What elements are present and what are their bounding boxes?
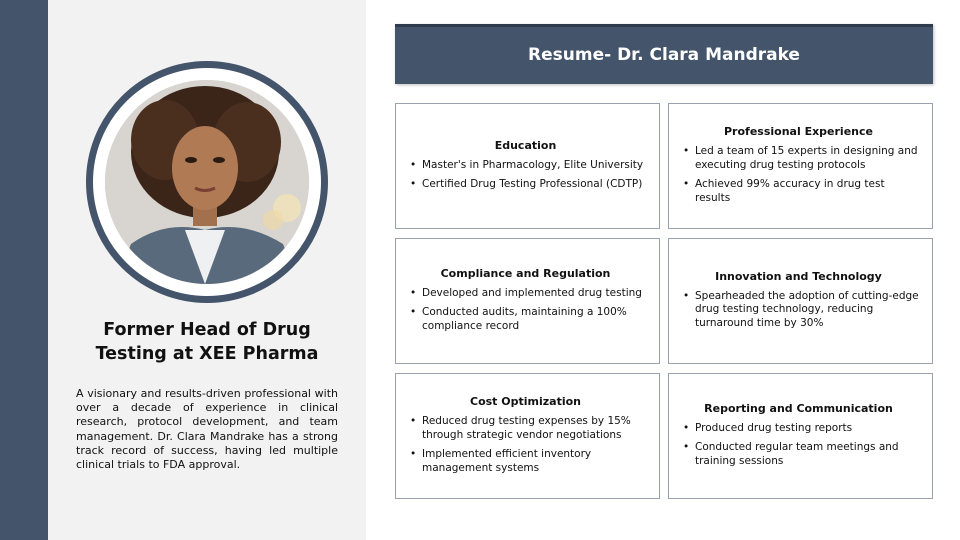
section-card-innovation (668, 238, 933, 364)
list-item: • Led a team of 15 experts in designing and executing drug testing protocols (677, 145, 920, 172)
side-accent-band (0, 0, 48, 540)
section-title: Professional Experience (724, 125, 873, 138)
list-item: • Produced drug testing reports (677, 422, 920, 436)
section-list (404, 159, 647, 192)
section-list (404, 287, 647, 334)
section-card-professional-experience (668, 103, 933, 229)
section-card-compliance (395, 238, 660, 364)
profile-headline: Former Head of Drug Testing at XEE Pharma (95, 320, 319, 364)
profile-bio: A visionary and results-driven professional with over a decade of experience in clinical research, protocol development, and team management. Dr. Clara Mandrake has a strong track record of success, having led multiple clinical trials to FDA approval. (76, 387, 338, 472)
list-item: • Implemented efficient inventory management systems (404, 448, 647, 475)
section-title: Reporting and Communication (704, 401, 893, 415)
section-list (404, 415, 647, 475)
section-title: Cost Optimization (470, 395, 581, 408)
title-banner (395, 24, 933, 84)
page-title: Resume- Dr. Clara Mandrake (528, 45, 800, 65)
section-card-reporting (668, 373, 933, 499)
list-item: • Spearheaded the adoption of cutting-edge drug testing technology, reducing turnaround time by 30% (677, 290, 920, 331)
profile-photo (105, 80, 309, 284)
section-title: Education (494, 138, 557, 152)
section-list (677, 145, 920, 205)
list-item: • Conducted audits, maintaining a 100% compliance record (404, 306, 647, 333)
profile-photo-frame (86, 61, 328, 303)
list-item: • Achieved 99% accuracy in drug test results (677, 178, 920, 205)
section-title: Compliance and Regulation (440, 266, 611, 280)
list-item: • Master's in Pharmacology, Elite University (404, 159, 647, 173)
list-item: • Developed and implemented drug testing (404, 287, 647, 301)
portrait-image (105, 80, 309, 284)
section-list (677, 290, 920, 331)
section-title: Innovation and Technology (715, 269, 882, 283)
list-item: • Reduced drug testing expenses by 15% through strategic vendor negotiations (404, 415, 647, 442)
section-list (677, 422, 920, 469)
section-card-cost-optimization (395, 373, 660, 499)
list-item: • Certified Drug Testing Professional (CDTP) (404, 178, 647, 192)
section-card-education (395, 103, 660, 229)
list-item: • Conducted regular team meetings and training sessions (677, 441, 920, 468)
